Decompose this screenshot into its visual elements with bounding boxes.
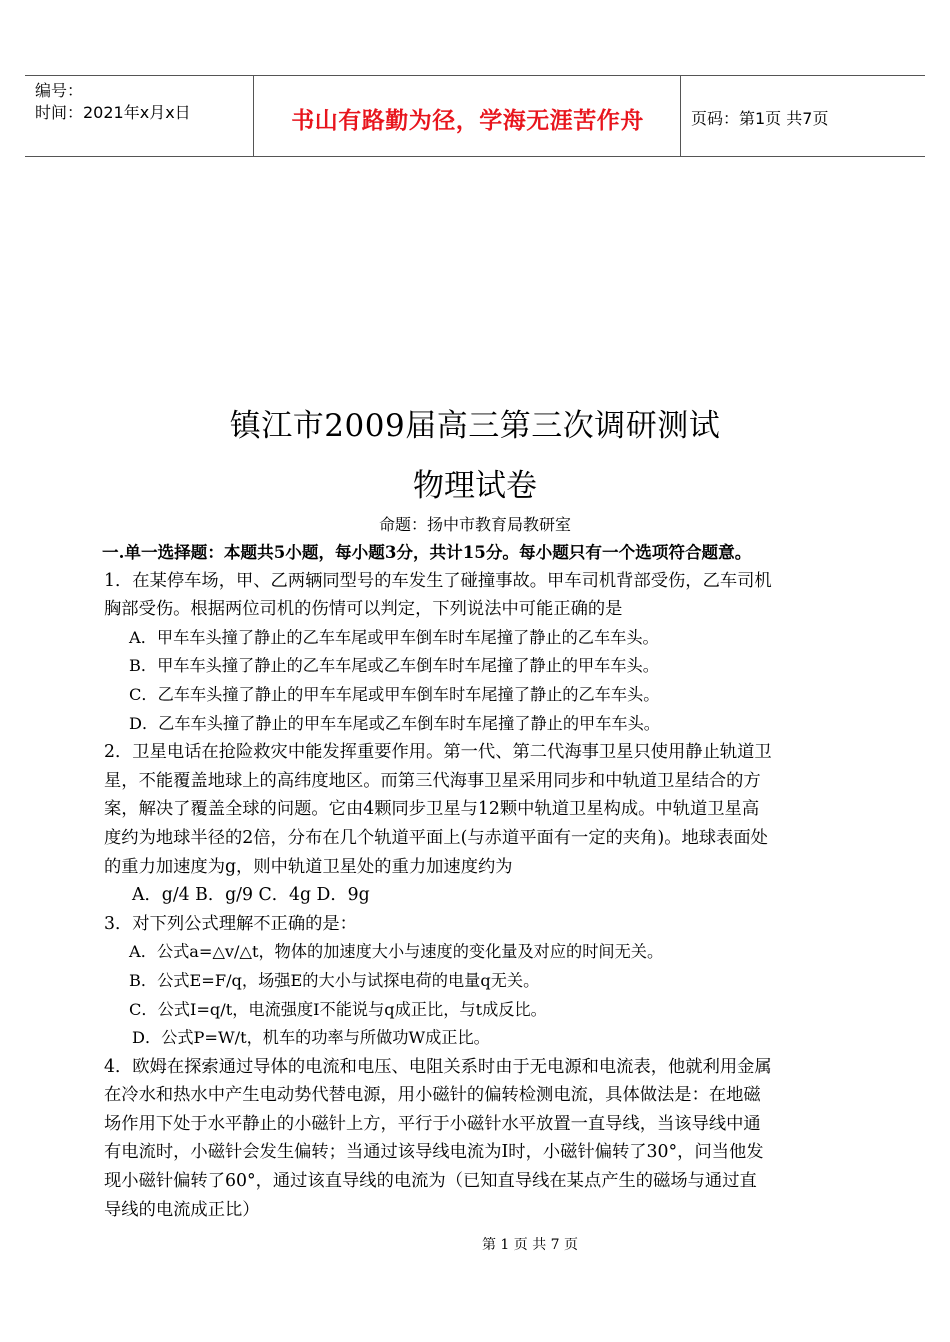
question-2-line: 星，不能覆盖地球上的高纬度地区。而第三代海事卫星采用同步和中轨道卫星结合的方: [104, 770, 761, 791]
author-line: 命题：扬中市教育局教研室: [378, 515, 571, 534]
header-meta: [35, 80, 191, 124]
time-label: 时间：2021年x月x日: [35, 103, 191, 122]
header-divider: [253, 76, 254, 156]
question-4-line: 导线的电流成正比）: [104, 1199, 260, 1220]
question-4-line: [104, 1053, 849, 1082]
question-1-line: [104, 567, 849, 596]
question-number: 3．: [104, 913, 133, 934]
subject-title: 物理试卷: [413, 468, 537, 504]
question-2-line: 案，解决了覆盖全球的问题。它由4颗同步卫星与12颗中轨道卫星构成。中轨道卫星高: [104, 799, 760, 820]
question-text: 在某停车场，甲、乙两辆同型号的车发生了碰撞事故。甲车司机背部受伤，乙车司机: [132, 570, 772, 591]
option-a: A．甲车车头撞了静止的乙车车尾或甲车倒车时车尾撞了静止的乙车车头。: [129, 627, 659, 647]
question-2-line: [104, 738, 849, 767]
question-2-options: A．g/4 B．g/9 C．4g D．9g: [132, 885, 370, 906]
option-b: B．甲车车头撞了静止的乙车车尾或乙车倒车时车尾撞了静止的甲车车头。: [129, 656, 659, 676]
question-2-line: 的重力加速度为g，则中轨道卫星处的重力加速度约为: [104, 856, 513, 877]
option-a: A．公式a=△v/△t，物体的加速度大小与速度的变化量及对应的时间无关。: [129, 942, 664, 962]
question-number: 4．: [104, 1056, 133, 1077]
section-heading: 一.单一选择题：本题共5小题，每小题3分，共计15分。每小题只有一个选项符合题意。: [102, 542, 752, 562]
header-table: [25, 75, 925, 157]
question-3-line: [104, 910, 849, 939]
question-4-line: 有电流时，小磁针会发生偏转；当通过该导线电流为I时，小磁针偏转了30°，问当他发: [104, 1142, 764, 1163]
page-footer: 第 1 页 共 7 页: [481, 1237, 579, 1253]
question-text: 卫星电话在抢险救灾中能发挥重要作用。第一代、第二代海事卫星只使用静止轨道卫: [132, 742, 772, 763]
header-motto: 书山有路勤为径，学海无涯苦作舟: [291, 108, 644, 134]
option-c: C．乙车车头撞了静止的甲车车尾或甲车倒车时车尾撞了静止的乙车车头。: [129, 684, 660, 704]
exam-content: [104, 538, 849, 1224]
question-text: 欧姆在探索通过导体的电流和电压、电阻关系时由于无电源和电流表，他就利用金属: [132, 1056, 772, 1077]
question-4-line: 场作用下处于水平静止的小磁针上方，平行于小磁针水平放置一直导线，当该导线中通: [104, 1113, 761, 1134]
option-d: D．乙车车头撞了静止的甲车车尾或乙车倒车时车尾撞了静止的甲车车头。: [129, 713, 660, 733]
question-4-line: 在冷水和热水中产生电动势代替电源，用小磁针的偏转检测电流，具体做法是：在地磁: [104, 1085, 761, 1106]
question-2-line: 度约为地球半径的2倍，分布在几个轨道平面上(与赤道平面有一定的夹角)。地球表面处: [104, 827, 768, 848]
option-b: B．公式E=F/q，场强E的大小与试探电荷的电量q无关。: [129, 970, 540, 990]
header-page-label: 页码：第1页 共7页: [691, 109, 829, 128]
exam-title: 镇江市2009届高三第三次调研测试: [229, 408, 721, 444]
question-number: 1．: [104, 570, 133, 591]
header-divider: [680, 76, 681, 156]
question-number: 2．: [104, 742, 133, 763]
question-4-line: 现小磁针偏转了60°，通过该直导线的电流为（已知直导线在某点产生的磁场与通过直: [104, 1171, 757, 1192]
option-c: C．公式I=q/t，电流强度I不能说与q成正比，与t成反比。: [129, 999, 547, 1019]
question-text: 对下列公式理解不正确的是：: [132, 913, 357, 934]
option-d: D．公式P=W/t，机车的功率与所做功W成正比。: [132, 1028, 490, 1048]
serial-label: 编号：: [35, 81, 84, 100]
question-1-line: 胸部受伤。根据两位司机的伤情可以判定，下列说法中可能正确的是: [104, 599, 623, 620]
